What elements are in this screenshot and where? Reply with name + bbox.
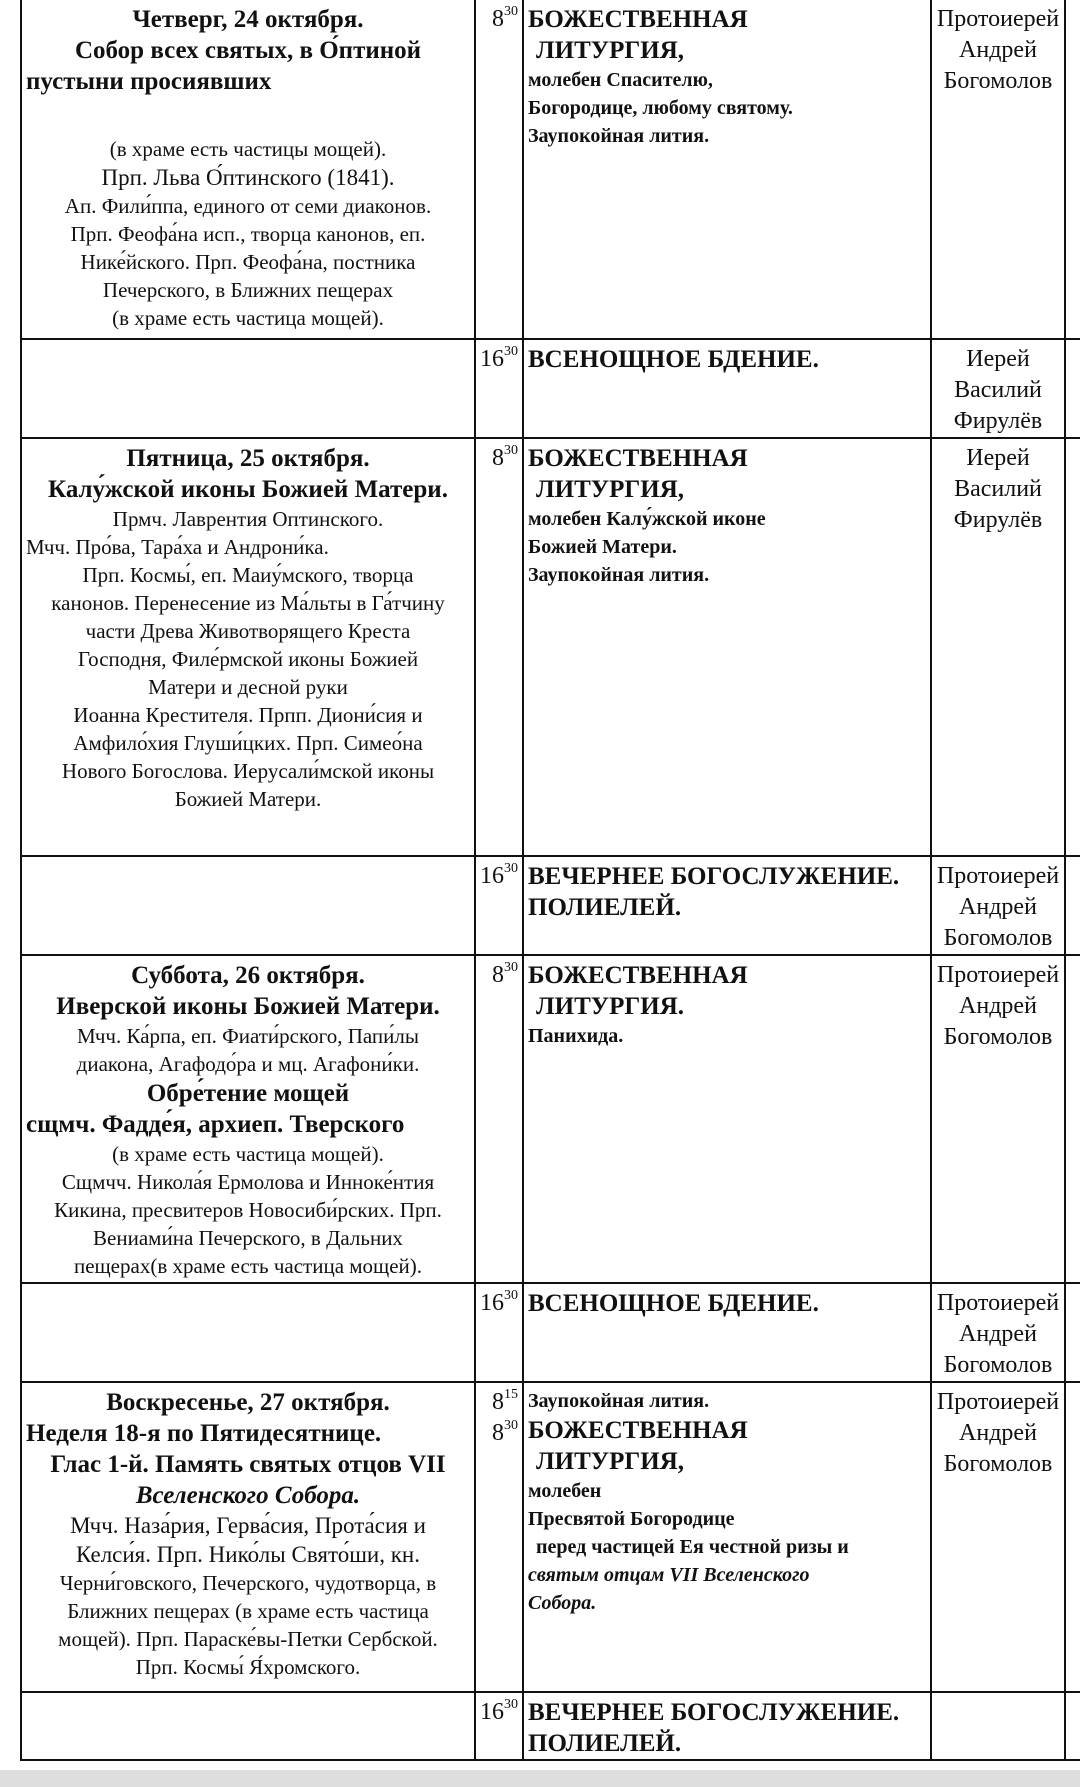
day-cell (21, 1283, 475, 1382)
saint-text-line: Кикина, пресвитеров Новосиби́рских. Прп. (54, 1198, 442, 1222)
service-time: $8^{30}$ (492, 1418, 518, 1446)
time-cell (475, 339, 523, 438)
clergy-name-line: Богомолов (943, 1451, 1053, 1477)
clergy-name-line: Андрей (959, 894, 1037, 920)
service-line: Божией Матери. (528, 536, 677, 558)
saint-text-line: Мчч. Наза́рия, Герва́сия, Прота́сия и (70, 1513, 426, 1538)
edge-cell (1065, 438, 1080, 856)
saint-text-line: Прп. Льва О́птинского (1841). (101, 165, 395, 190)
day-heading-line: Неделя 18-я по Пятидесятнице. (26, 1420, 382, 1447)
service-line: перед частицей Ея честной ризы и (536, 1536, 849, 1558)
schedule-table (20, 0, 1080, 1761)
service-cell (523, 339, 931, 438)
service-line: ЛИТУРГИЯ, (536, 476, 685, 503)
saint-text-line: Вениами́на Печерского, в Дальних (93, 1226, 403, 1250)
schedule-row (21, 1692, 1080, 1760)
day-heading-line: Обре́тение мощей (146, 1080, 350, 1107)
service-line: БОЖЕСТВЕННАЯ (528, 1417, 748, 1444)
saint-text-line: Мчч. Ка́рпа, еп. Фиати́рского, Папи́лы (76, 1024, 419, 1048)
day-heading-line: Суббота, 26 октября. (131, 962, 365, 989)
saint-text-line: диакона, Агафодо́ра и мц. Агафони́ки. (76, 1052, 420, 1076)
service-line: ЛИТУРГИЯ, (536, 37, 685, 64)
service-time: $16^{30}$ (480, 861, 518, 889)
clergy-cell (931, 1692, 1065, 1760)
saint-text-line: Иоанна Крестителя. Прпп. Диони́сия и (73, 703, 423, 727)
edge-cell (1065, 1692, 1080, 1760)
day-cell (21, 856, 475, 955)
edge-cell (1065, 955, 1080, 1283)
clergy-name-line: Андрей (959, 1321, 1037, 1347)
schedule-body (21, 0, 1080, 1760)
service-line: Заупокойная лития. (528, 564, 710, 586)
service-cell (523, 438, 931, 856)
service-line: ВЕЧЕРНЕЕ БОГОСЛУЖЕНИЕ. (528, 863, 900, 890)
clergy-cell (931, 1283, 1065, 1382)
service-line: БОЖЕСТВЕННАЯ (528, 445, 748, 472)
clergy-name-line: Андрей (959, 1420, 1037, 1446)
saint-text-line: Прп. Космы́, еп. Маиу́мского, творца (82, 563, 414, 587)
service-time: $8^{30}$ (492, 960, 518, 988)
saint-text-line: Прмч. Лаврентия Оптинского. (112, 507, 384, 531)
service-line: Пресвятой Богородице (528, 1508, 735, 1530)
day-cell (21, 0, 475, 339)
clergy-cell (931, 856, 1065, 955)
day-cell (21, 1692, 475, 1760)
saint-text-line: мощей). Прп. Параске́вы-Петки Сербской. (58, 1627, 438, 1651)
day-heading-line: сщмч. Фадде́я, архиеп. Тверского (26, 1111, 405, 1138)
saint-text-line: Амфило́хия Глуши́цких. Прп. Симео́на (73, 731, 423, 755)
saint-text-line: Ап. Фили́ппа, единого от семи диаконов. (64, 194, 432, 218)
saint-text-line: Сщмчч. Никола́я Ермолова и Инноке́нтия (61, 1170, 435, 1194)
page-bottom-bar (0, 1770, 1080, 1787)
service-line: ПОЛИЕЛЕЙ. (528, 1730, 682, 1757)
service-line: молебен Калу́жской иконе (528, 508, 766, 530)
service-line: святым отцам VII Вселенского (528, 1564, 810, 1586)
service-cell (523, 0, 931, 339)
service-time: $8^{30}$ (492, 443, 518, 471)
clergy-name-line: Протоиерей (936, 6, 1060, 32)
saint-text-line: Печерского, в Ближних пещерах (102, 278, 394, 302)
saint-text-line: Прп. Космы́ Я́хромского. (135, 1655, 361, 1679)
schedule-row (21, 339, 1080, 438)
schedule-row (21, 1283, 1080, 1382)
clergy-name-line: Иерей (966, 346, 1030, 372)
clergy-name-line: Андрей (959, 993, 1037, 1019)
saint-text-line: Мчч. Про́ва, Тара́ха и Андрони́ка. (26, 535, 329, 559)
service-cell (523, 1382, 931, 1692)
clergy-name-line: Андрей (959, 37, 1037, 63)
saint-text-line: (в храме есть частица мощей). (112, 1142, 384, 1166)
clergy-name-line: Василий (954, 377, 1042, 403)
service-cell (523, 955, 931, 1283)
service-time: $8^{15}$ (492, 1387, 518, 1415)
clergy-name-line: Богомолов (943, 68, 1053, 94)
saint-text-line: Нового Богослова. Иерусали́мской иконы (61, 759, 435, 783)
spacer (26, 97, 470, 135)
clergy-cell (931, 0, 1065, 339)
service-line: ВСЕНОЩНОЕ БДЕНИЕ. (528, 1290, 819, 1317)
service-line: Заупокойная лития. (528, 125, 710, 147)
clergy-cell (931, 955, 1065, 1283)
clergy-name-line: Богомолов (943, 925, 1053, 951)
schedule-row (21, 438, 1080, 856)
service-cell (523, 1692, 931, 1760)
time-cell (475, 0, 523, 339)
day-heading-line: Воскресенье, 27 октября. (106, 1389, 390, 1416)
saint-text-line: Нике́йского. Прп. Феофа́на, постника (80, 250, 416, 274)
service-line: Собора. (528, 1592, 597, 1614)
schedule-row (21, 1382, 1080, 1692)
schedule-row (21, 955, 1080, 1283)
time-cell (475, 1283, 523, 1382)
clergy-name-line: Богомолов (943, 1352, 1053, 1378)
service-line: ЛИТУРГИЯ. (536, 993, 685, 1020)
time-cell (475, 955, 523, 1283)
service-line: ВСЕНОЩНОЕ БДЕНИЕ. (528, 346, 819, 373)
day-heading-line: Глас 1-й. Память святых отцов VII (50, 1451, 446, 1478)
saint-text-line: пещерах(в храме есть частица мощей). (73, 1254, 423, 1278)
clergy-name-line: Протоиерей (936, 962, 1060, 988)
edge-cell (1065, 0, 1080, 339)
saint-text-line: Ближних пещерах (в храме есть частица (67, 1599, 429, 1623)
saint-text-line: (в храме есть частица мощей). (112, 306, 384, 330)
day-heading-line: Собор всех святых, в О́птиной (74, 37, 422, 64)
service-line: молебен (528, 1480, 602, 1502)
service-line: Заупокойная лития. (528, 1390, 710, 1412)
saint-text-line: Божией Матери. (174, 787, 322, 811)
service-time: $8^{30}$ (492, 4, 518, 32)
service-line: ПОЛИЕЛЕЙ. (528, 894, 682, 921)
saint-text-line: части Древа Животворящего Креста (85, 619, 411, 643)
schedule-row (21, 0, 1080, 339)
edge-cell (1065, 856, 1080, 955)
service-time: $16^{30}$ (480, 344, 518, 372)
clergy-name-line: Протоиерей (936, 1389, 1060, 1415)
time-cell (475, 438, 523, 856)
clergy-cell (931, 1382, 1065, 1692)
edge-cell (1065, 1283, 1080, 1382)
clergy-name-line: Фирулёв (953, 507, 1043, 533)
clergy-cell (931, 339, 1065, 438)
day-heading-line: Пятница, 25 октября. (126, 445, 370, 472)
saint-text-line: Черни́говского, Печерского, чудотворца, в (59, 1571, 437, 1595)
day-cell (21, 339, 475, 438)
saint-text-line: Господня, Филе́рмской иконы Божией (77, 647, 419, 671)
service-line: Богородице, любому святому. (528, 97, 793, 119)
clergy-name-line: Василий (954, 476, 1042, 502)
edge-cell (1065, 339, 1080, 438)
service-line: Панихида. (528, 1025, 624, 1047)
clergy-name-line: Богомолов (943, 1024, 1053, 1050)
service-time: $16^{30}$ (480, 1697, 518, 1725)
schedule-row (21, 856, 1080, 955)
day-heading-line: Четверг, 24 октября. (132, 6, 364, 33)
day-heading-line: Иверской иконы Божией Матери. (56, 993, 440, 1020)
day-cell (21, 1382, 475, 1692)
time-cell (475, 856, 523, 955)
edge-cell (1065, 1382, 1080, 1692)
saint-text-line: Прп. Феофа́на исп., творца канонов, еп. (70, 222, 426, 246)
day-cell (21, 438, 475, 856)
service-line: БОЖЕСТВЕННАЯ (528, 962, 748, 989)
day-heading-line: Вселенского Собора. (135, 1482, 361, 1509)
day-cell (21, 955, 475, 1283)
service-line: ЛИТУРГИЯ, (536, 1448, 685, 1475)
saint-text-line: (в храме есть частицы мощей). (109, 137, 387, 161)
saint-text-line: канонов. Перенесение из Ма́льты в Га́тчину (51, 591, 445, 615)
saint-text-line: Келси́я. Прп. Нико́лы Свято́ши, кн. (76, 1542, 420, 1567)
clergy-name-line: Протоиерей (936, 863, 1060, 889)
saint-text-line: Матери и десной руки (148, 675, 348, 699)
day-heading-line: пустыни просиявших (26, 68, 272, 95)
clergy-name-line: Иерей (966, 445, 1030, 471)
service-time: $16^{30}$ (480, 1288, 518, 1316)
clergy-name-line: Фирулёв (953, 408, 1043, 434)
service-line: молебен Спасителю, (528, 69, 713, 91)
clergy-cell (931, 438, 1065, 856)
service-cell (523, 856, 931, 955)
day-heading-line: Калу́жской иконы Божией Матери. (48, 476, 448, 503)
service-cell (523, 1283, 931, 1382)
service-line: БОЖЕСТВЕННАЯ (528, 6, 748, 33)
clergy-name-line: Протоиерей (936, 1290, 1060, 1316)
service-line: ВЕЧЕРНЕЕ БОГОСЛУЖЕНИЕ. (528, 1699, 900, 1726)
time-cell (475, 1382, 523, 1692)
time-cell (475, 1692, 523, 1760)
